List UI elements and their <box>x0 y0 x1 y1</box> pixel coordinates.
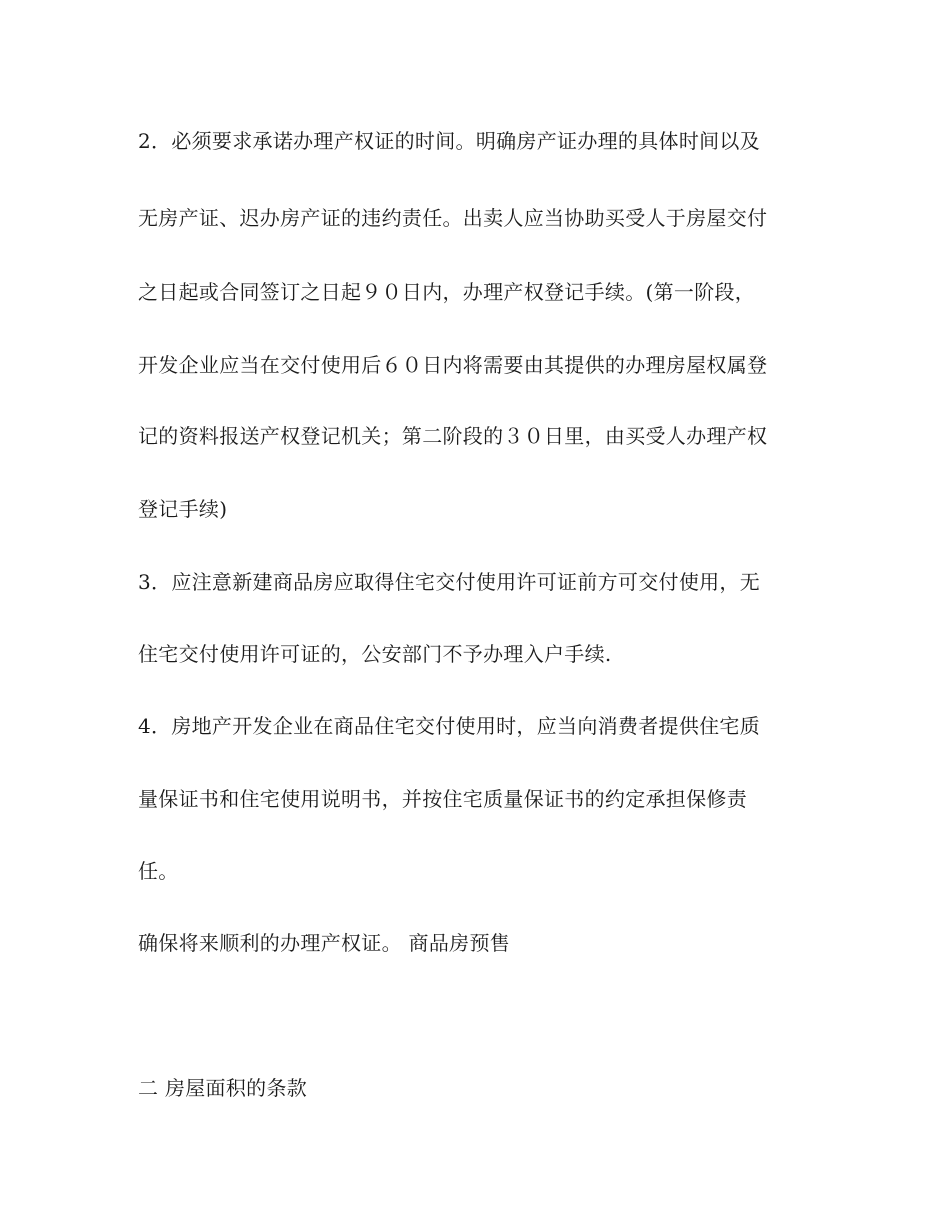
item3-line-2: 住宅交付使用许可证的，公安部门不予办理入户手续. <box>138 642 612 666</box>
item2-line-6: 登记手续) <box>138 497 228 521</box>
item2-line-2: 无房产证、迟办房产证的违约责任。出卖人应当协助买受人于房屋交付 <box>138 206 768 230</box>
item2-line-4: 开发企业应当在交付使用后６０日内将需要由其提供的办理房屋权属登 <box>138 353 768 377</box>
section-heading: 二 房屋面积的条款 <box>138 1076 308 1100</box>
item4-line-2: 量保证书和住宅使用说明书，并按住宅质量保证书的约定承担保修责 <box>138 787 747 811</box>
item2-line-5: 记的资料报送产权登记机关；第二阶段的３０日里，由买受人办理产权 <box>138 424 768 448</box>
item4-line-1: 4．房地产开发企业在商品住宅交付使用时，应当向消费者提供住宅质 <box>138 714 761 738</box>
closing-line: 确保将来顺利的办理产权证。 商品房预售 <box>138 931 511 955</box>
item4-line-3: 任。 <box>138 859 179 883</box>
item2-line-3: 之日起或合同签订之日起９０日内，办理产权登记手续。(第一阶段， <box>138 280 756 304</box>
item2-line-1: 2．必须要求承诺办理产权证的时间。明确房产证办理的具体时间以及 <box>138 129 761 153</box>
item3-line-1: 3．应注意新建商品房应取得住宅交付使用许可证前方可交付使用，无 <box>138 570 761 594</box>
